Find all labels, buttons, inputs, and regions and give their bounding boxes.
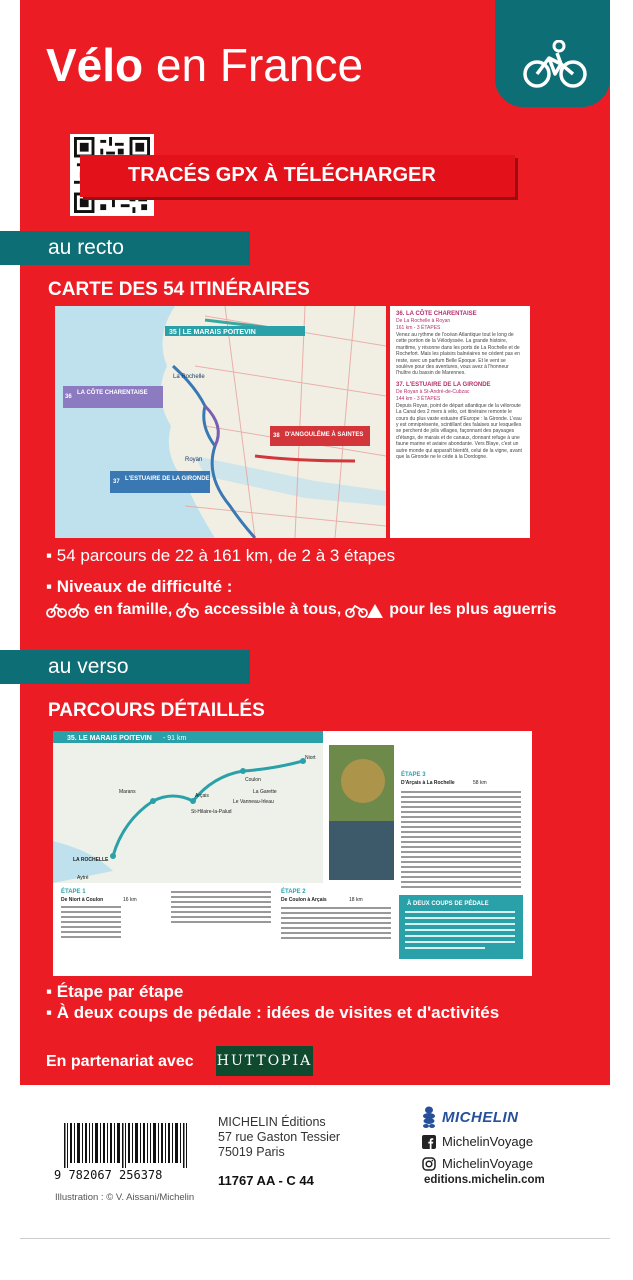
stage3-sub: D'Arçais à La Rochelle: [401, 780, 455, 786]
route37-meta: 144 km - 3 ÉTAPES: [396, 395, 441, 402]
recto-heading: CARTE DES 54 ITINÉRAIRES: [48, 279, 310, 300]
bike-tab: [495, 0, 610, 107]
route36-meta: 161 km - 3 ÉTAPES: [396, 325, 441, 331]
bullet-difficulty: ▪ Niveaux de difficulté :: [46, 577, 233, 596]
michelin-logo: [420, 1106, 519, 1128]
stage2-title: ÉTAPE 2: [281, 889, 306, 895]
publisher-street: 57 rue Gaston Tessier: [218, 1130, 341, 1144]
bullet-ideas-text: À deux coups de pédale : idées de visites et d'activités: [56, 1003, 500, 1022]
place-arcais: Arçais: [195, 793, 209, 799]
route37-title: 37. L'ESTUAIRE DE LA GIRONDE: [396, 381, 491, 388]
instagram-link[interactable]: [422, 1156, 533, 1171]
isbn-number: 9 782067 256378: [54, 1168, 163, 1182]
bicycle-icon: [523, 40, 587, 90]
bullet-routes: ▪ 54 parcours de 22 à 161 km, de 2 à 3 étapes: [46, 546, 396, 565]
gpx-download-banner[interactable]: [80, 155, 515, 197]
route-descriptions-panel: [390, 306, 530, 538]
bullet-routes-text: 54 parcours de 22 à 161 km, de 2 à 3 étapes: [56, 546, 396, 565]
one-bike-icon: [176, 601, 200, 619]
route36-text: Venez au rythme de l'océan Atlantique tout le long de cette portion de la Vélodyssée. La grande histoire, maritime, y résonne dans les ports de La Rochelle et de Rochefort. Mais les plaisirs balnéaires ne cèdent pas en reste, avec un parfum Belle Époque. Et le vent se soulève pour des aventures, vous avez à l'honneur l'huître du bassin de Marennes.: [396, 332, 520, 377]
two-bikes-icon: [46, 601, 90, 619]
route36-title: 36. LA CÔTE CHARENTAISE: [396, 311, 477, 317]
place-marans: Marans: [119, 789, 136, 795]
map-place-rochelle: La Rochelle: [173, 374, 205, 380]
instagram-handle: MichelinVoyage: [442, 1156, 534, 1171]
difficulty-levels: [46, 601, 556, 619]
bullet-difficulty-text: Niveaux de difficulté :: [56, 577, 233, 596]
bullet-ideas: ▪ À deux coups de pédale : idées de visites et d'activités: [46, 1003, 500, 1022]
instagram-icon: [422, 1157, 436, 1171]
detailed-route-drawing: [53, 731, 532, 976]
route35-label: 35 | LE MARAIS POITEVIN: [169, 329, 256, 336]
place-coulon: Coulon: [245, 777, 261, 783]
route38-num: 38: [273, 433, 280, 439]
route37-subtitle: De Royan à St-André-de-Cubzac: [396, 388, 470, 395]
place-garette: La Garette: [253, 789, 277, 795]
bullet-stages-text: Étape par étape: [56, 982, 184, 1001]
stage3-km: 58 km: [473, 780, 487, 786]
route36-num: 36: [65, 394, 72, 400]
title-bold: Vélo: [46, 39, 144, 91]
stage2-sub: De Coulon à Arçais: [281, 897, 327, 903]
illustration-credit: Illustration : © V. Aissani/Michelin: [55, 1192, 195, 1203]
stage2-km: 18 km: [349, 897, 363, 903]
route37-text: Depuis Royan, point de départ atlantique de la véloroute La Canal des 2 mers à vélo, cet itinéraire remonte le cours du plus vaste estuaire d'Europe : la Gironde. L'eau y est omniprésente, scintillant des falaises sur lesquelles se perchent de jolis villages, façonnant des paysages d'étangs, de marais et de canaux, donnant refuge à une faune marine et aviaire abondante. Vers Blaye, c'est un autre monde qui apparaît bientôt, celui de la vigne, avant que la Gironde ne le cède à la Dordogne.: [396, 402, 522, 461]
verso-heading: PARCOURS DÉTAILLÉS: [48, 700, 265, 721]
gpx-label: TRACÉS GPX À TÉLÉCHARGER: [128, 164, 436, 186]
bike-mountain-icon: [345, 601, 385, 619]
publisher-address: [218, 1115, 340, 1160]
stage3-title: ÉTAPE 3: [401, 772, 426, 778]
place-aytre: Aytré: [77, 875, 89, 881]
huttopia-logo: HUTTOPIA: [216, 1046, 313, 1076]
product-reference: 11767 AA - C 44: [218, 1173, 314, 1188]
sample-title: 35. LE MARAIS POITEVIN: [67, 735, 152, 742]
detailed-route-sample: [53, 731, 532, 976]
place-sthilaire: St-Hilaire-la-Palud: [191, 809, 232, 815]
overview-map-drawing: [55, 306, 386, 538]
level-all: accessible à tous,: [204, 601, 342, 618]
bullet-stages: ▪ Étape par étape: [46, 982, 184, 1001]
divider: [20, 1238, 610, 1239]
verso-band: au verso: [0, 650, 250, 684]
overview-map: [55, 306, 386, 538]
title-rest: en France: [143, 39, 364, 91]
place-niort: Niort: [305, 755, 316, 761]
place-rochelle: LA ROCHELLE: [73, 857, 109, 863]
publisher-city: 75019 Paris: [218, 1145, 285, 1159]
place-vanneau: Le Vanneau-Irleau: [233, 799, 274, 805]
sample-km: - 91 km: [163, 735, 187, 742]
route37-num: 37: [113, 479, 120, 485]
recto-band: au recto: [0, 231, 250, 265]
deux-coups-title: À DEUX COUPS DE PÉDALE: [407, 901, 489, 907]
level-family: en famille,: [94, 601, 173, 618]
facebook-icon: [422, 1135, 436, 1149]
bibendum-icon: [420, 1106, 438, 1128]
stage1-title: ÉTAPE 1: [61, 889, 86, 895]
partner-label: En partenariat avec: [46, 1053, 194, 1070]
michelin-wordmark: MICHELIN: [442, 1108, 519, 1126]
page-title: [46, 38, 363, 92]
stage1-km: 16 km: [123, 897, 137, 903]
facebook-link[interactable]: [422, 1134, 533, 1149]
publisher-name: MICHELIN Éditions: [218, 1115, 326, 1129]
route36-subtitle: De La Rochelle à Royan: [396, 318, 451, 324]
route37-label: L'ESTUAIRE DE LA GIRONDE: [125, 476, 210, 482]
route38-label: D'ANGOULÊME À SAINTES: [285, 432, 364, 438]
facebook-handle: MichelinVoyage: [442, 1134, 534, 1149]
map-place-royan: Royan: [185, 457, 203, 463]
barcode-bars: [64, 1123, 194, 1168]
isbn-barcode: [50, 1117, 200, 1187]
website-link[interactable]: editions.michelin.com: [424, 1174, 545, 1186]
route36-label: LA CÔTE CHARENTAISE: [77, 390, 148, 396]
stage1-sub: De Niort à Coulon: [61, 897, 104, 903]
level-expert: pour les plus aguerris: [389, 601, 557, 618]
